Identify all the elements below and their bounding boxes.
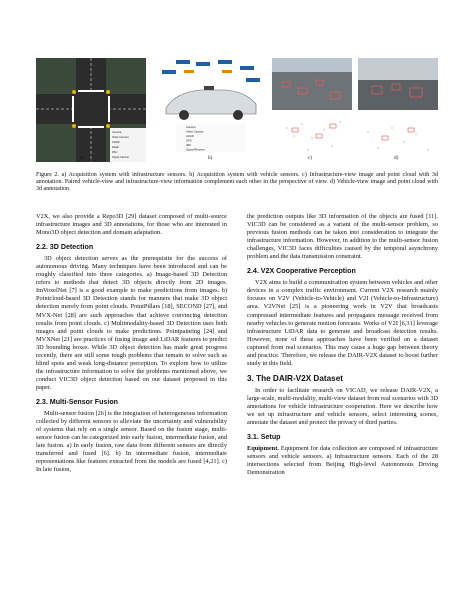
legend-video-camera: Video Camera — [112, 136, 129, 139]
sublabel-a: a) — [80, 155, 85, 161]
legend-gps-b: GPS — [186, 139, 192, 143]
paragraph: Multi-sensor fusion [26] is the integration of heterogeneous information collected by different sensors to alleviate the uncertainty and vulnerability of systems that rely on a single sensor. Based on the fusion stage, multi-sensor fusion can be categorized into early fusion, intermediate fusion, and late fusion. a) In early fusion, raw data from different sensors are directly transferred and fused [6]. b) In intermediate fusion, intermediate representations like features extracted from the models are fused [4,21]. c) In late fusion, — [36, 410, 227, 474]
legend-lidar: LiDAR — [112, 141, 120, 144]
sublabel-d: d) — [394, 155, 399, 161]
paragraph: V2X, we also provide a Repo3D [29] dataset composed of multi-source infrastructure images and 3D annotations, for those who are interested in Mono3D object detection and domain adaptation. — [36, 213, 227, 237]
legend-signal-receiver-b: Signal Receiver — [186, 148, 205, 152]
right-column — [247, 213, 438, 477]
section-heading: 3.1. Setup — [247, 433, 281, 442]
paragraph-text: Equipment for data collection are composed of infrastructure sensors and vehicle sensors. a) Infrastructure sensors. Each of the 28 intersections selected from Beijing High-level Autonomous Driving Demonstration — [247, 445, 438, 477]
section-heading: 2.2. 3D Detection — [36, 243, 94, 252]
figure-2 — [36, 58, 438, 168]
paragraph: In order to facilitate research on VICAD, we release DAIR-V2X, a large-scale, multi-modality, multi-view dataset from real scenarios with 3D annotations for vehicle infrastructure cooperation. Here we describe how we set up infrastructure and vehicle sensors, select interesting scenes, annotate the dataset and protect the privacy of third parties. — [247, 386, 438, 427]
figure-caption: Figure 2. a) Acquisition system with infrastructure sensors. b) Acquisition system with vehicle sensors. c) Infrastructure-view image and point cloud with 3d annotation. Paired vehicle-view and infrastructure-view information complement each other in the perspective of view. d) Vehicle-view image and point cloud with 3d annotation. — [36, 172, 438, 193]
legend-rsu: RSU — [112, 151, 118, 154]
paragraph: V2X aims to build a communication system between vehicles and other devices in a complex traffic environment. Current V2X research mainly focuses on V2V (Vehicle-to-Vehicle) and V2I (Vehicle-to-Infrastructure) area. V2VNet [25] is a pioneering work in V2V that broadcasts compressed intermediate features and propagates message received from nearby vehicles to generate motion forecasts. Works of V2I [6,31] leverage infrastructure LiDAR data to generate and broadcast detection results. However, none of these approaches have been verified on a dataset captured from real scenarios. This may cause a huge gap between theory and practice. Therefore, we release the DAIR-V2X dataset to boost further study in this field. — [247, 279, 438, 367]
paragraph: 3D object detection serves as the prerequisite for the success of autonomous driving. Many techniques have been introduced and can be roughly classified into three categories. a) Image-based 3D Detection refers to methods that detect 3D objects directly from 2D images. ImVoxelNet [7] is a good example to make predictions from images. b) Pointcloud-based 3D Detection stands for manners that make 3D object detection merely from point clouds. PointPillars [18], SECOND [27], and MVX-Net [28] are such approaches that achieve convincing detection results from point clouds. c) Multimodality-based 3D Detection uses both images and point clouds to make predictions. Pointpainting [24] and MVXNet [21] are practices of fusing image and LiDAR features to predict 3D bounding boxes. While 3D object detection has made great progress recently, there are still some tough problems that remain to solve such as blind spots and weak long-distance perception. To explore how to utilize the infrastructure information to solve the problems mentioned above, we conduct VIC3D object detection based on our dataset proposed in this paper. — [36, 255, 227, 391]
left-column — [36, 213, 227, 474]
legend-lidar-b: LiDAR — [186, 135, 194, 138]
legend-camera-b: Camera — [186, 126, 196, 129]
sublabel-b: b) — [208, 155, 213, 161]
legend-signal-cabinet: Signal Cabinet — [112, 156, 129, 159]
vehicle-view-image — [358, 58, 438, 162]
legend-radar: Radar — [112, 146, 120, 149]
run-in-heading: Equipment. — [247, 445, 279, 453]
sublabel-c: c) — [308, 155, 313, 161]
section-heading: 2.3. Multi-Sensor Fusion — [36, 397, 118, 406]
infrastructure-view-image — [272, 58, 352, 162]
legend-imu-b: IMU — [186, 144, 191, 147]
paragraph — [247, 445, 438, 477]
section-heading: 2.4. V2X Cooperative Perception — [247, 267, 356, 276]
paragraph: the prediction outputs like 3D information of the objects are fused [11]. VIC3D can be considered as a variant of the multi-sensor problem, so previous fusion methods can be taken into consideration to integrate the infrastructure information. However, in addition to the multi-sensor fusion challenges, VIC3D faces difficulties caused by the temporal asynchrony problem and the data transmission constraint. — [247, 213, 438, 261]
legend-camera: Camera — [112, 131, 122, 134]
legend-video-camera-b: Video Camera — [186, 130, 204, 134]
vehicle-diagram — [156, 58, 264, 162]
intersection-diagram — [36, 58, 146, 162]
section-heading: 3. The DAIR-V2X Dataset — [247, 373, 344, 383]
